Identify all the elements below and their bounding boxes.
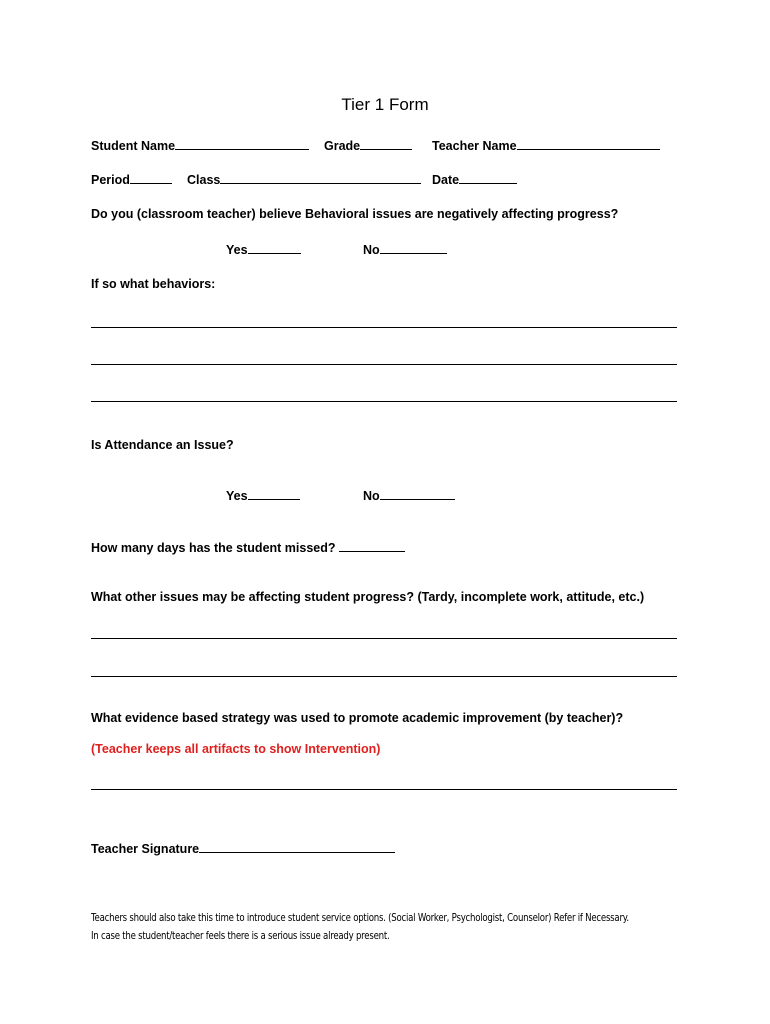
grade-blank[interactable]: [360, 138, 412, 150]
attendance-question: Is Attendance an Issue?: [91, 438, 234, 452]
behavior-yes-label: Yes: [226, 243, 248, 257]
date-blank[interactable]: [459, 172, 517, 184]
behavior-no-field[interactable]: [363, 242, 447, 257]
days-missed-field[interactable]: [91, 540, 405, 555]
student-name-blank[interactable]: [175, 138, 309, 150]
attendance-no-label: No: [363, 489, 380, 503]
attendance-no-blank[interactable]: [380, 488, 455, 500]
grade-field[interactable]: [324, 138, 412, 153]
form-title: Tier 1 Form: [341, 95, 429, 114]
teacher-name-label: Teacher Name: [432, 139, 517, 153]
class-field[interactable]: [187, 172, 421, 187]
period-blank[interactable]: [130, 172, 172, 184]
footer-note-line-1: Teachers should also take this time to introduce student service options. (Social Worker, Psychologist, Counselor) Refer if Necessary.: [91, 912, 629, 924]
behaviors-line-2[interactable]: [91, 364, 677, 365]
attendance-yes-blank[interactable]: [248, 488, 300, 500]
class-label: Class: [187, 173, 221, 187]
days-missed-blank[interactable]: [339, 540, 405, 552]
behaviors-line-1[interactable]: [91, 327, 677, 328]
attendance-yes-field[interactable]: [226, 488, 300, 503]
date-label: Date: [432, 173, 460, 187]
attendance-no-field[interactable]: [363, 488, 455, 503]
behaviors-label: If so what behaviors:: [91, 277, 216, 291]
class-blank[interactable]: [220, 172, 421, 184]
behavior-no-label: No: [363, 243, 380, 257]
student-name-label: Student Name: [91, 139, 176, 153]
footer-note-line-2: In case the student/teacher feels there is a serious issue already present.: [91, 930, 390, 942]
behaviors-line-3[interactable]: [91, 401, 677, 402]
attendance-yes-label: Yes: [226, 489, 248, 503]
other-issues-line-1[interactable]: [91, 638, 677, 639]
teacher-name-field[interactable]: [432, 138, 660, 153]
artifacts-note: (Teacher keeps all artifacts to show Intervention): [91, 742, 381, 756]
date-field[interactable]: [432, 172, 517, 187]
behavior-no-blank[interactable]: [380, 242, 447, 254]
student-name-field[interactable]: [91, 138, 309, 153]
teacher-name-blank[interactable]: [517, 138, 660, 150]
behavior-yes-blank[interactable]: [248, 242, 301, 254]
strategy-line-1[interactable]: [91, 789, 677, 790]
period-label: Period: [91, 173, 130, 187]
behavior-question: Do you (classroom teacher) believe Behavioral issues are negatively affecting progress?: [91, 207, 619, 221]
other-issues-question: What other issues may be affecting student progress? (Tardy, incomplete work, attitude, etc.): [91, 590, 645, 604]
signature-field[interactable]: [91, 841, 395, 856]
signature-label: Teacher Signature: [91, 842, 200, 856]
behavior-yes-field[interactable]: [226, 242, 301, 257]
other-issues-line-2[interactable]: [91, 676, 677, 677]
days-missed-label: How many days has the student missed?: [91, 541, 336, 555]
signature-blank[interactable]: [199, 841, 395, 853]
strategy-question: What evidence based strategy was used to promote academic improvement (by teacher)?: [91, 711, 624, 725]
period-field[interactable]: [91, 172, 172, 187]
grade-label: Grade: [324, 139, 361, 153]
